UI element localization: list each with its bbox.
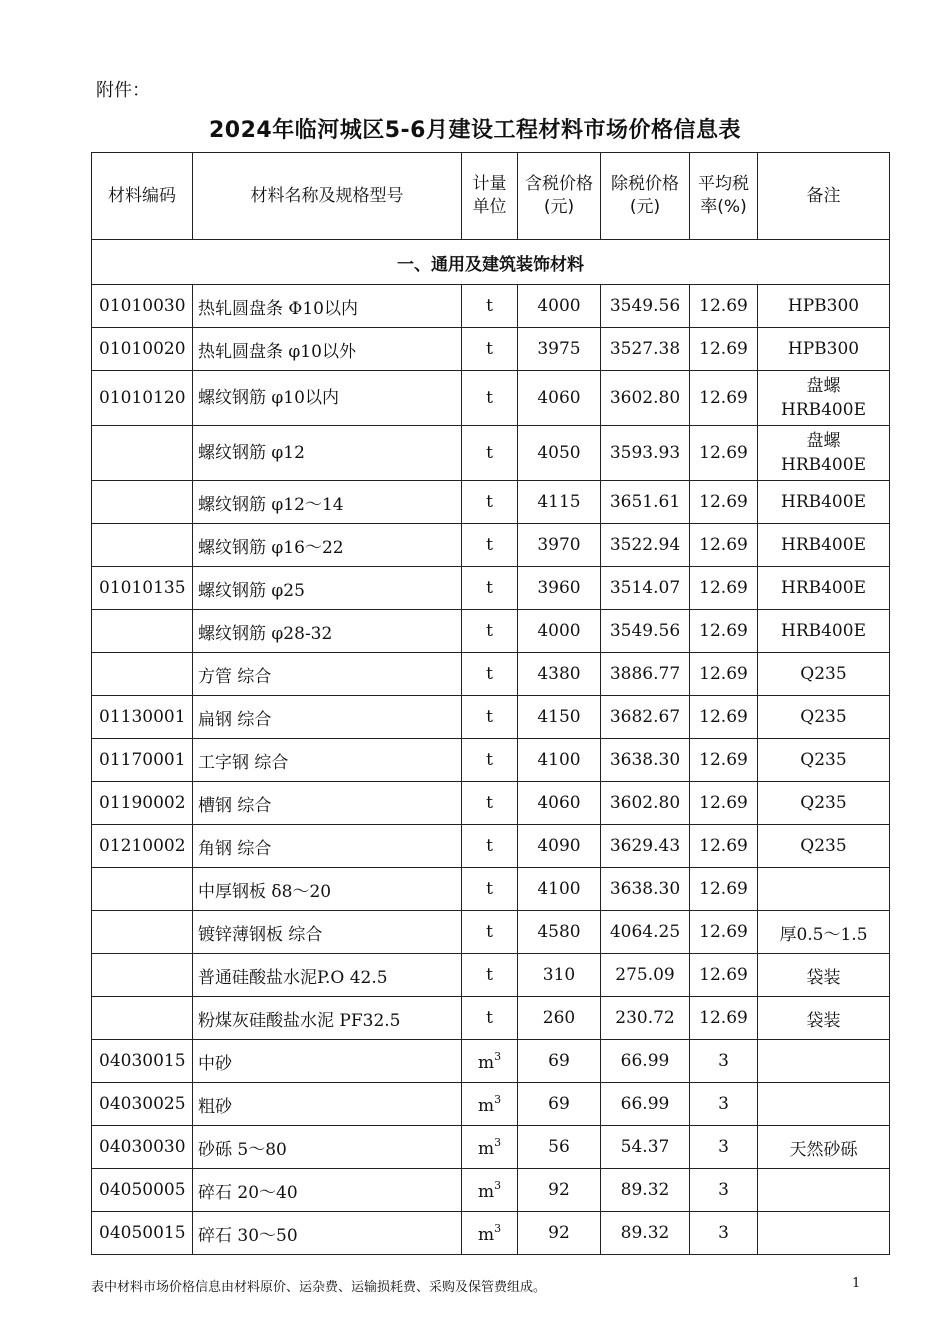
table-row (92, 653, 890, 696)
unit-text: t (486, 578, 493, 598)
cell-tax-rate: 3 (690, 1169, 758, 1212)
cell-price-tax: 4000 (518, 285, 601, 328)
attachment-label: 附件： (96, 80, 150, 101)
cell-unit (462, 954, 518, 997)
cell-remark: 袋装 (758, 954, 890, 997)
cell-remark: 厚0.5～1.5 (758, 911, 890, 954)
cell-name: 普通硅酸盐水泥P.O 42.5 (193, 954, 462, 997)
cell-code (92, 911, 193, 954)
cell-price-tax: 260 (518, 997, 601, 1040)
unit-text: t (486, 965, 493, 985)
cell-code (92, 610, 193, 653)
cell-unit (462, 1169, 518, 1212)
cell-price-notax: 3629.43 (601, 825, 690, 868)
cell-remark: HRB400E (758, 610, 890, 653)
cell-price-notax: 3602.80 (601, 782, 690, 825)
cell-tax-rate: 12.69 (690, 610, 758, 653)
cell-code (92, 426, 193, 481)
cell-unit (462, 911, 518, 954)
cell-unit (462, 1212, 518, 1255)
cell-tax-rate: 12.69 (690, 481, 758, 524)
unit-text: t (486, 750, 493, 770)
cell-remark: Q235 (758, 782, 890, 825)
cell-code (92, 997, 193, 1040)
cell-price-notax: 89.32 (601, 1169, 690, 1212)
cell-price-tax: 4115 (518, 481, 601, 524)
cell-remark (758, 868, 890, 911)
unit-text: t (486, 388, 493, 408)
cell-tax-rate: 12.69 (690, 739, 758, 782)
cell-code: 01010120 (92, 371, 193, 426)
table-row (92, 371, 890, 426)
cell-unit (462, 739, 518, 782)
unit-superscript: 3 (494, 1135, 502, 1149)
table-row (92, 481, 890, 524)
cell-unit (462, 1083, 518, 1126)
unit-text: t (486, 793, 493, 813)
cell-tax-rate: 12.69 (690, 954, 758, 997)
cell-remark: 天然砂砾 (758, 1126, 890, 1169)
cell-code: 04030025 (92, 1083, 193, 1126)
cell-remark: Q235 (758, 825, 890, 868)
unit-text: m (477, 1224, 495, 1245)
unit-text: t (486, 707, 493, 727)
table-row (92, 825, 890, 868)
cell-remark: HRB400E (758, 481, 890, 524)
cell-tax-rate: 12.69 (690, 426, 758, 481)
cell-remark: Q235 (758, 653, 890, 696)
unit-text: t (486, 339, 493, 359)
cell-unit (462, 782, 518, 825)
cell-tax-rate: 12.69 (690, 285, 758, 328)
cell-price-tax: 4150 (518, 696, 601, 739)
cell-name: 槽钢 综合 (193, 782, 462, 825)
cell-price-tax: 3960 (518, 567, 601, 610)
cell-tax-rate: 12.69 (690, 911, 758, 954)
cell-name: 中厚钢板 δ8～20 (193, 868, 462, 911)
cell-code: 04050005 (92, 1169, 193, 1212)
table-row (92, 997, 890, 1040)
table-row (92, 739, 890, 782)
cell-code (92, 653, 193, 696)
cell-price-tax: 69 (518, 1083, 601, 1126)
header-price-tax: 含税价格(元) (518, 153, 601, 240)
unit-superscript: 3 (494, 1092, 502, 1106)
table-row (92, 782, 890, 825)
unit-text: t (486, 621, 493, 641)
cell-name: 方管 综合 (193, 653, 462, 696)
cell-unit (462, 997, 518, 1040)
cell-code: 04050015 (92, 1212, 193, 1255)
table-row (92, 696, 890, 739)
cell-name: 粗砂 (193, 1083, 462, 1126)
section-title: 一、通用及建筑装饰材料 (92, 240, 890, 285)
cell-remark: 盘螺 HRB400E (758, 426, 890, 481)
cell-remark: Q235 (758, 739, 890, 782)
cell-name: 工字钢 综合 (193, 739, 462, 782)
unit-text: t (486, 1008, 493, 1028)
cell-code: 04030015 (92, 1040, 193, 1083)
cell-code: 01130001 (92, 696, 193, 739)
cell-name: 砂砾 5～80 (193, 1126, 462, 1169)
cell-price-notax: 3651.61 (601, 481, 690, 524)
cell-price-tax: 4100 (518, 739, 601, 782)
cell-tax-rate: 12.69 (690, 868, 758, 911)
cell-tax-rate: 12.69 (690, 696, 758, 739)
header-name: 材料名称及规格型号 (193, 153, 462, 240)
cell-tax-rate: 12.69 (690, 825, 758, 868)
cell-name: 螺纹钢筋 φ28-32 (193, 610, 462, 653)
table-row (92, 868, 890, 911)
cell-code: 04030030 (92, 1126, 193, 1169)
cell-price-notax: 275.09 (601, 954, 690, 997)
cell-code (92, 954, 193, 997)
cell-price-notax: 54.37 (601, 1126, 690, 1169)
page-number: 1 (852, 1276, 861, 1291)
unit-superscript: 3 (494, 1049, 502, 1063)
cell-tax-rate: 12.69 (690, 567, 758, 610)
cell-price-tax: 4000 (518, 610, 601, 653)
unit-text: t (486, 836, 493, 856)
table-row (92, 1169, 890, 1212)
header-remark: 备注 (758, 153, 890, 240)
cell-tax-rate: 12.69 (690, 997, 758, 1040)
table-row (92, 524, 890, 567)
cell-name: 螺纹钢筋 φ25 (193, 567, 462, 610)
cell-remark (758, 1169, 890, 1212)
table-row (92, 1040, 890, 1083)
cell-price-notax: 3522.94 (601, 524, 690, 567)
header-unit: 计量单位 (462, 153, 518, 240)
section-row (92, 240, 890, 285)
cell-price-notax: 3638.30 (601, 868, 690, 911)
cell-name: 热轧圆盘条 φ10以外 (193, 328, 462, 371)
unit-text: t (486, 296, 493, 316)
cell-name: 碎石 20～40 (193, 1169, 462, 1212)
cell-price-notax: 3638.30 (601, 739, 690, 782)
cell-price-notax: 66.99 (601, 1040, 690, 1083)
cell-price-notax: 230.72 (601, 997, 690, 1040)
cell-code: 01190002 (92, 782, 193, 825)
cell-tax-rate: 12.69 (690, 328, 758, 371)
cell-price-tax: 4060 (518, 782, 601, 825)
cell-unit (462, 481, 518, 524)
cell-unit (462, 825, 518, 868)
cell-remark (758, 1212, 890, 1255)
cell-code: 01170001 (92, 739, 193, 782)
footer-note: 表中材料市场价格信息由材料原价、运杂费、运输损耗费、采购及保管费组成。 (91, 1280, 547, 1295)
cell-name: 碎石 30～50 (193, 1212, 462, 1255)
cell-price-notax: 3527.38 (601, 328, 690, 371)
table-row (92, 328, 890, 371)
cell-price-tax: 4100 (518, 868, 601, 911)
cell-price-tax: 4090 (518, 825, 601, 868)
cell-price-tax: 56 (518, 1126, 601, 1169)
cell-tax-rate: 12.69 (690, 782, 758, 825)
cell-price-notax: 4064.25 (601, 911, 690, 954)
unit-superscript: 3 (494, 1178, 502, 1192)
cell-unit (462, 696, 518, 739)
cell-code: 01010135 (92, 567, 193, 610)
unit-text: t (486, 443, 493, 463)
cell-unit (462, 524, 518, 567)
table-row (92, 426, 890, 481)
table-row (92, 1126, 890, 1169)
cell-price-tax: 3975 (518, 328, 601, 371)
unit-text: t (486, 922, 493, 942)
cell-price-notax: 3602.80 (601, 371, 690, 426)
cell-name: 角钢 综合 (193, 825, 462, 868)
table-row (92, 954, 890, 997)
cell-name: 螺纹钢筋 φ12～14 (193, 481, 462, 524)
cell-price-tax: 4050 (518, 426, 601, 481)
table-header-row (92, 153, 890, 240)
unit-text: m (477, 1095, 495, 1116)
cell-name: 螺纹钢筋 φ16～22 (193, 524, 462, 567)
cell-price-tax: 92 (518, 1212, 601, 1255)
cell-remark: Q235 (758, 696, 890, 739)
cell-name: 扁钢 综合 (193, 696, 462, 739)
cell-tax-rate: 3 (690, 1083, 758, 1126)
cell-remark (758, 1040, 890, 1083)
cell-unit (462, 1040, 518, 1083)
cell-price-tax: 92 (518, 1169, 601, 1212)
cell-price-notax: 3549.56 (601, 285, 690, 328)
cell-unit (462, 1126, 518, 1169)
cell-name: 螺纹钢筋 φ10以内 (193, 371, 462, 426)
header-tax-rate: 平均税率(%) (690, 153, 758, 240)
cell-unit (462, 610, 518, 653)
cell-price-tax: 4580 (518, 911, 601, 954)
cell-tax-rate: 12.69 (690, 524, 758, 567)
cell-remark: 袋装 (758, 997, 890, 1040)
cell-price-notax: 3514.07 (601, 567, 690, 610)
cell-remark: 盘螺 HRB400E (758, 371, 890, 426)
cell-name: 中砂 (193, 1040, 462, 1083)
cell-price-notax: 3886.77 (601, 653, 690, 696)
cell-name: 粉煤灰硅酸盐水泥 PF32.5 (193, 997, 462, 1040)
cell-code: 01210002 (92, 825, 193, 868)
header-price-notax: 除税价格(元) (601, 153, 690, 240)
cell-name: 热轧圆盘条 Φ10以内 (193, 285, 462, 328)
table-row (92, 1212, 890, 1255)
page-title: 2024年临河城区5-6月建设工程材料市场价格信息表 (209, 118, 741, 143)
cell-price-tax: 4060 (518, 371, 601, 426)
cell-price-tax: 4380 (518, 653, 601, 696)
cell-price-notax: 3682.67 (601, 696, 690, 739)
table-row (92, 911, 890, 954)
cell-unit (462, 868, 518, 911)
cell-price-notax: 3549.56 (601, 610, 690, 653)
cell-unit (462, 653, 518, 696)
cell-name: 镀锌薄钢板 综合 (193, 911, 462, 954)
price-table (91, 152, 890, 1255)
table-row (92, 610, 890, 653)
cell-code (92, 481, 193, 524)
table-row (92, 285, 890, 328)
cell-code: 01010030 (92, 285, 193, 328)
cell-price-notax: 3593.93 (601, 426, 690, 481)
cell-remark: HPB300 (758, 328, 890, 371)
unit-text: t (486, 664, 493, 684)
cell-unit (462, 371, 518, 426)
unit-text: t (486, 879, 493, 899)
cell-name: 螺纹钢筋 φ12 (193, 426, 462, 481)
cell-unit (462, 285, 518, 328)
cell-price-notax: 66.99 (601, 1083, 690, 1126)
cell-code (92, 868, 193, 911)
unit-superscript: 3 (494, 1221, 502, 1235)
unit-text: t (486, 492, 493, 512)
cell-tax-rate: 3 (690, 1040, 758, 1083)
cell-price-tax: 69 (518, 1040, 601, 1083)
cell-tax-rate: 3 (690, 1212, 758, 1255)
cell-remark: HRB400E (758, 524, 890, 567)
cell-price-notax: 89.32 (601, 1212, 690, 1255)
unit-text: t (486, 535, 493, 555)
unit-text: m (477, 1052, 495, 1073)
unit-text: m (477, 1181, 495, 1202)
cell-unit (462, 328, 518, 371)
cell-unit (462, 567, 518, 610)
table-row (92, 1083, 890, 1126)
header-code: 材料编码 (92, 153, 193, 240)
unit-text: m (477, 1138, 495, 1159)
cell-unit (462, 426, 518, 481)
cell-remark: HRB400E (758, 567, 890, 610)
cell-tax-rate: 12.69 (690, 371, 758, 426)
cell-remark: HPB300 (758, 285, 890, 328)
cell-price-tax: 310 (518, 954, 601, 997)
cell-remark (758, 1083, 890, 1126)
cell-tax-rate: 3 (690, 1126, 758, 1169)
cell-code: 01010020 (92, 328, 193, 371)
cell-price-tax: 3970 (518, 524, 601, 567)
cell-tax-rate: 12.69 (690, 653, 758, 696)
table-row (92, 567, 890, 610)
cell-code (92, 524, 193, 567)
